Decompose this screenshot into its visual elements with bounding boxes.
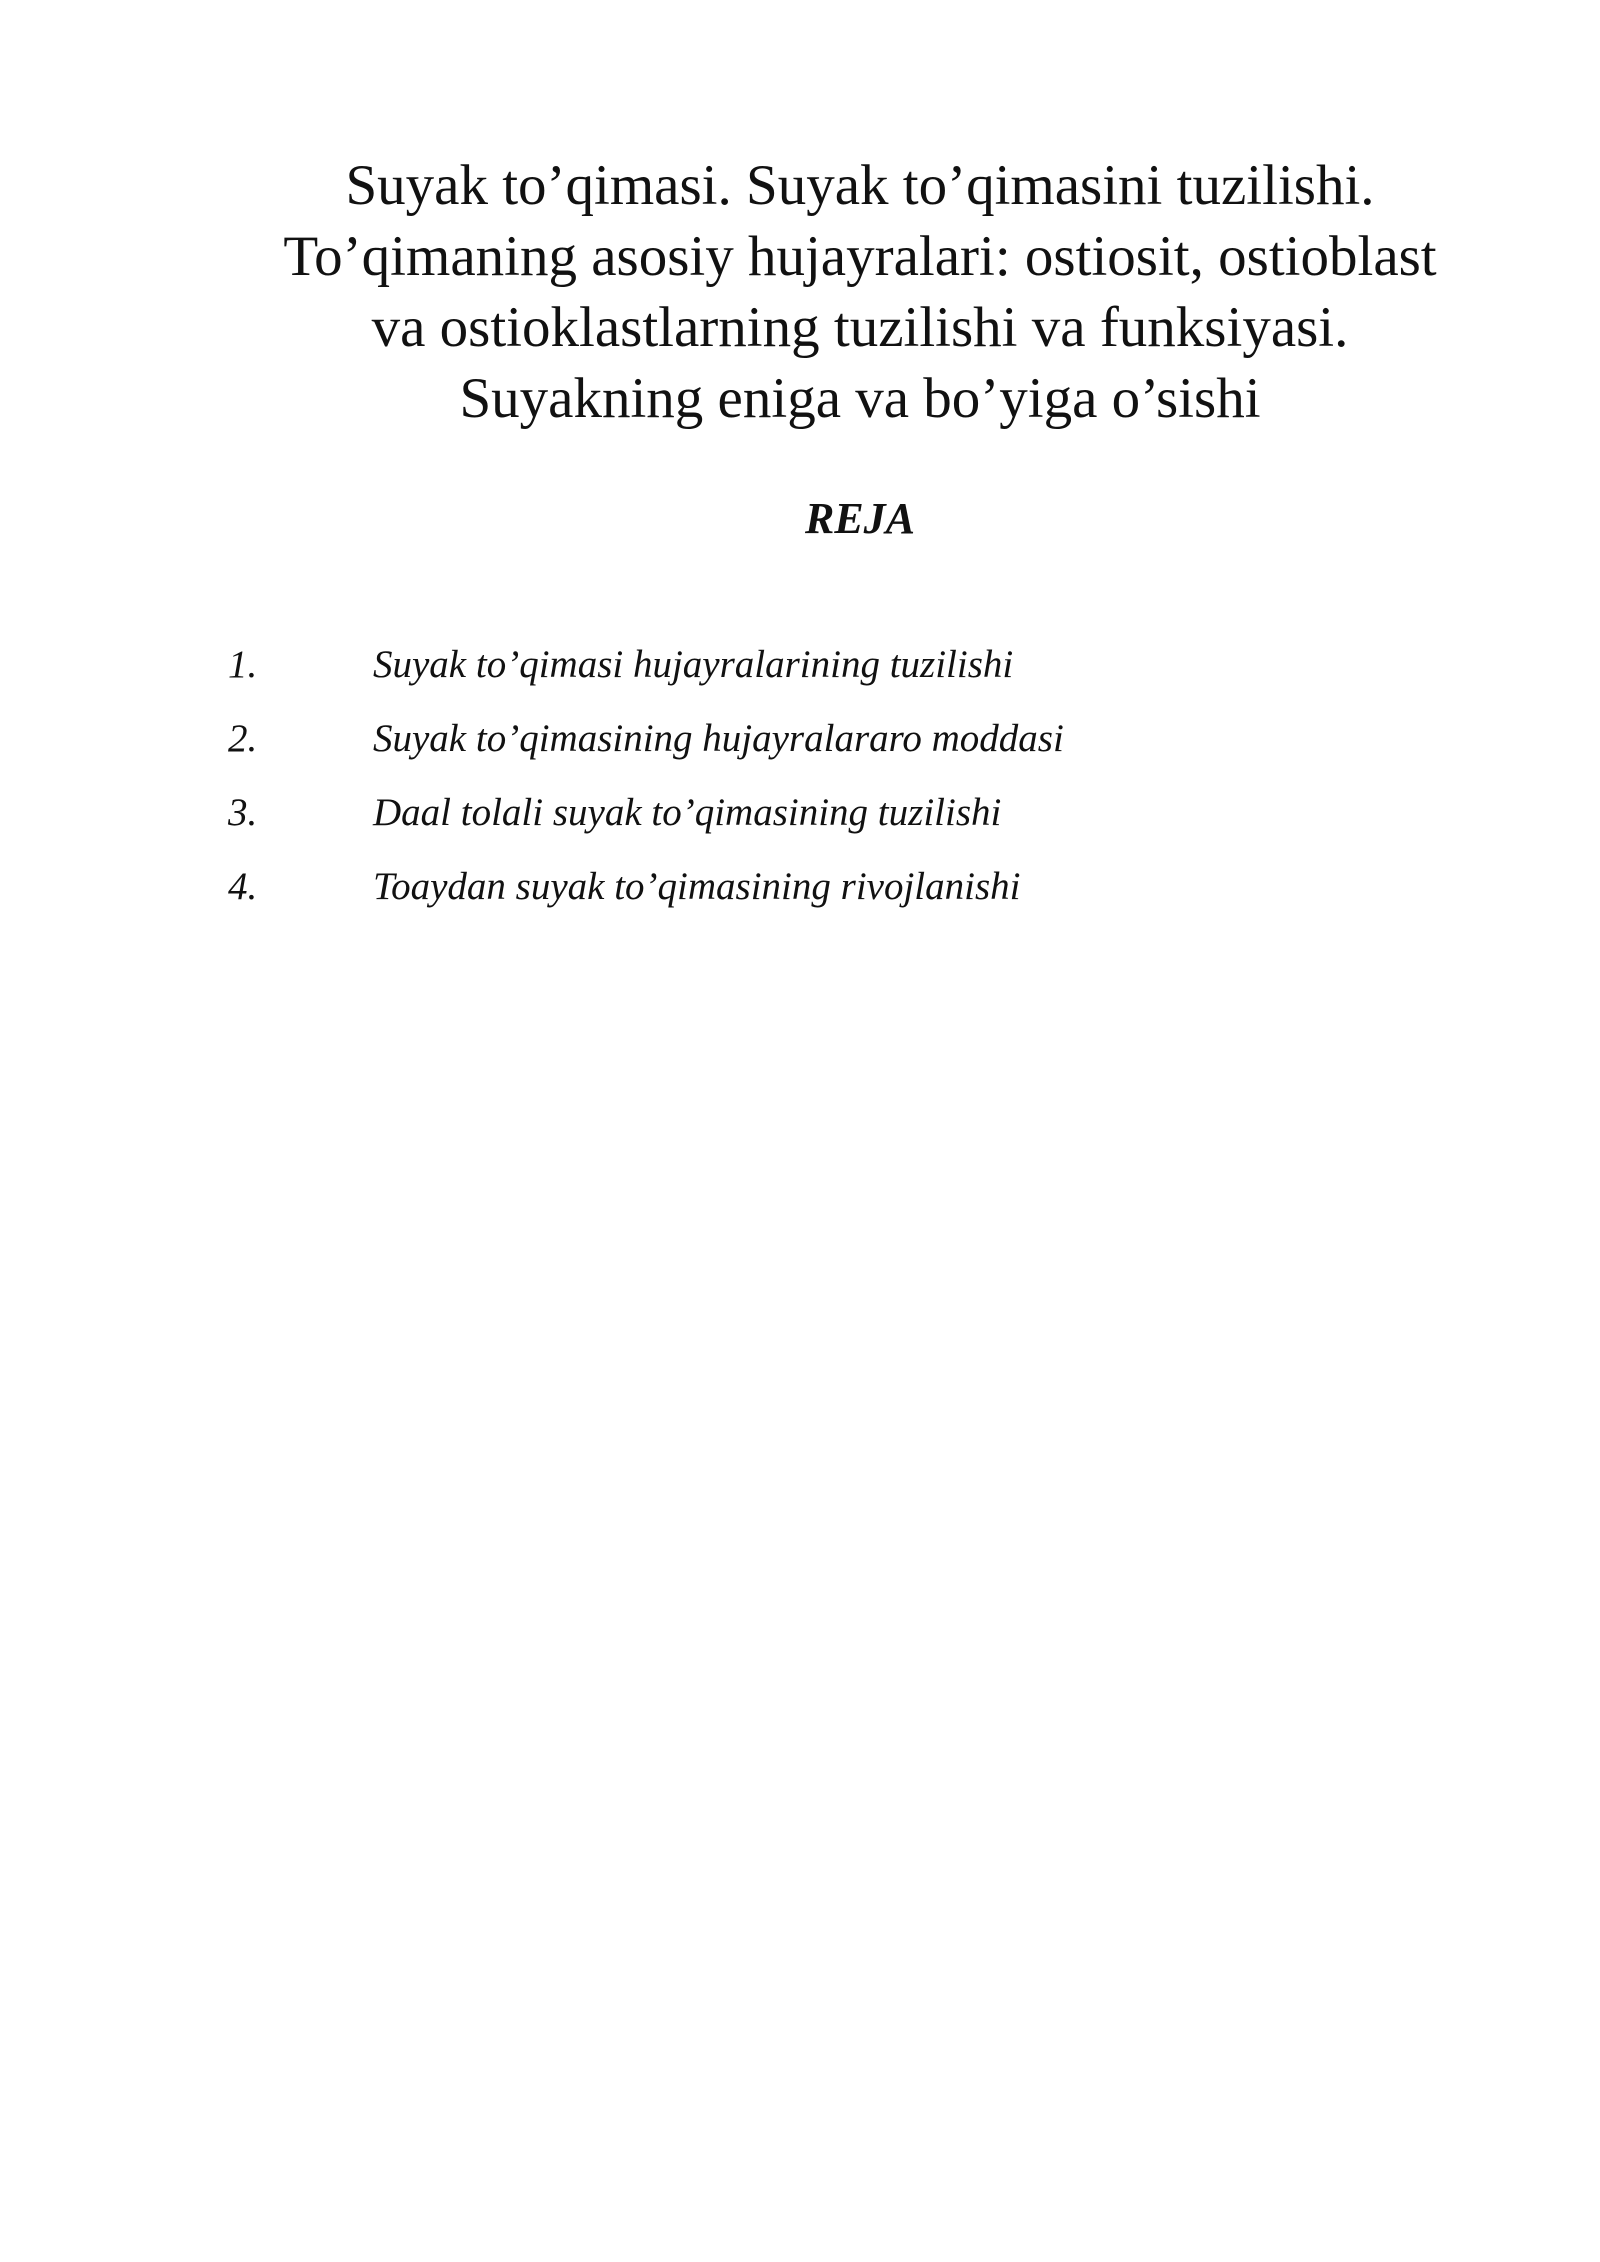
plan-item-text: Suyak to’qimasi hujayralarining tuzilishi [373,643,1014,686]
plan-item-text: Suyak to’qimasining hujayralararo moddasi [373,717,1064,760]
title-line-4: Suyakning eniga va bo’yiga o’sishi [459,367,1261,430]
title-line-2: To’qimaning asosiy hujayralari: ostiosit, ostioblast [283,225,1437,288]
document-title [200,150,1520,434]
plan-item-number: 1. [228,643,258,686]
plan-item-text: Daal tolali suyak to’qimasining tuzilishi [373,791,1002,834]
plan-item-number: 4. [228,865,258,908]
plan-heading: REJA [804,494,916,543]
title-line-3: va ostioklastlarning tuzilishi va funksiyasi. [371,296,1349,359]
title-line-1: Suyak to’qimasi. Suyak to’qimasini tuzilishi. [345,154,1375,217]
plan-item-number: 2. [228,717,258,760]
plan-item-text: Toaydan suyak to’qimasining rivojlanishi [373,865,1021,908]
plan-item-number: 3. [228,791,258,834]
